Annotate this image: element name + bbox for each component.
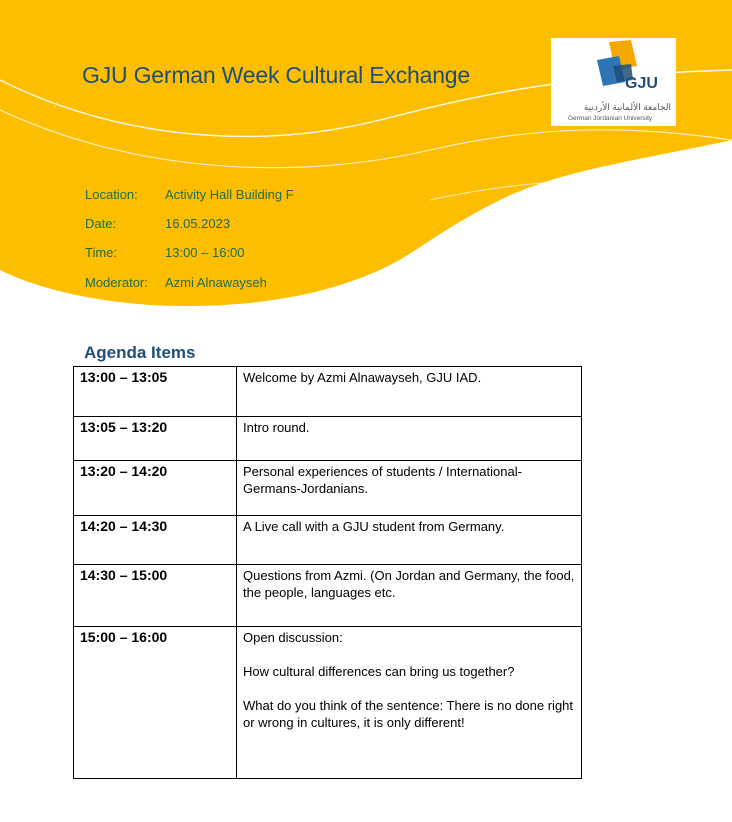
agenda-description	[237, 565, 582, 627]
agenda-text: How cultural differences can bring us together?	[243, 664, 515, 679]
agenda-time: 13:20 – 14:20	[74, 461, 237, 516]
agenda-text: Intro round.	[243, 420, 310, 435]
detail-value: 13:00 – 16:00	[165, 245, 245, 260]
agenda-text: What do you think of the sentence: There is no done right or wrong in cultures, it is only different!	[243, 698, 574, 730]
detail-label: Moderator:	[85, 275, 148, 290]
agenda-description	[237, 367, 582, 417]
agenda-time: 13:00 – 13:05	[74, 367, 237, 417]
agenda-text: Open discussion:	[243, 630, 343, 645]
agenda-text: Questions from Azmi. (On Jordan and Germany, the food, the people, languages etc.	[243, 568, 575, 600]
detail-value: 16.05.2023	[165, 216, 231, 231]
page-title: GJU German Week Cultural Exchange	[82, 62, 470, 88]
agenda-text: Welcome by Azmi Alnawayseh, GJU IAD.	[243, 370, 482, 385]
table-row	[74, 565, 582, 627]
agenda-text: Personal experiences of students / International-Germans-Jordanians.	[243, 464, 522, 496]
agenda-time: 15:00 – 16:00	[74, 627, 237, 779]
agenda-description	[237, 516, 582, 565]
agenda-description	[237, 417, 582, 461]
detail-value: Azmi Alnawayseh	[165, 275, 267, 290]
agenda-description	[237, 627, 582, 779]
agenda-table	[73, 366, 582, 779]
agenda-time: 14:20 – 14:30	[74, 516, 237, 565]
agenda-text: A Live call with a GJU student from Germany.	[243, 519, 505, 534]
agenda-heading: Agenda Items	[84, 343, 196, 362]
logo-arabic-name: الجامعة الألمانية الأردنية	[583, 102, 671, 112]
table-row	[74, 516, 582, 565]
detail-value: Activity Hall Building F	[165, 187, 294, 202]
table-row	[74, 417, 582, 461]
detail-label: Date:	[85, 216, 117, 231]
table-row	[74, 367, 582, 417]
detail-label: Location:	[85, 187, 138, 202]
gju-logo	[551, 38, 676, 126]
table-row	[74, 461, 582, 516]
agenda-time: 13:05 – 13:20	[74, 417, 237, 461]
logo-english-name: German Jordanian University	[568, 115, 653, 122]
agenda-time: 14:30 – 15:00	[74, 565, 237, 627]
table-row	[74, 627, 582, 779]
detail-label: Time:	[85, 245, 118, 260]
agenda-description	[237, 461, 582, 516]
logo-abbreviation: GJU	[625, 75, 658, 92]
